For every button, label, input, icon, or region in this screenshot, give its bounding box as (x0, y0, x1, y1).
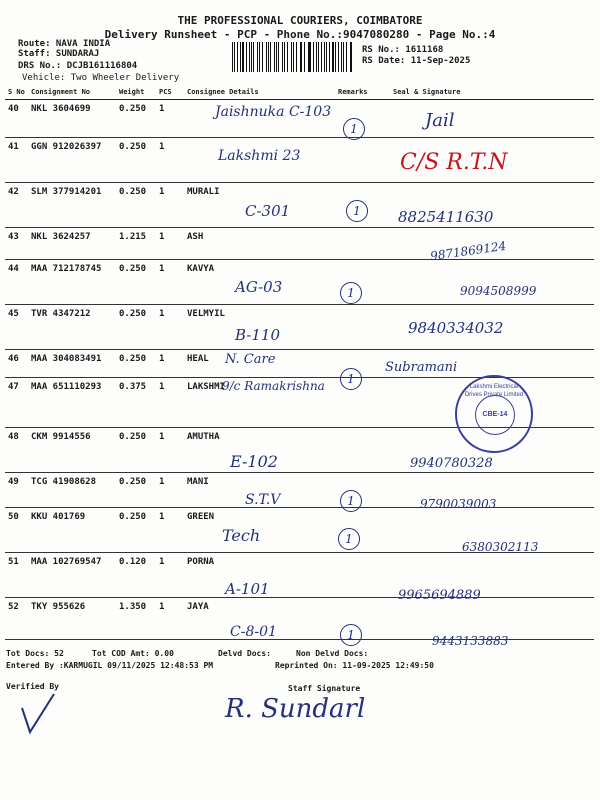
cell-weight: 0.250 (116, 305, 156, 350)
hw-address-52: C-8-01 (230, 624, 277, 640)
cell-remarks (335, 428, 390, 473)
rs-number: RS No.: 1611168 (362, 45, 444, 55)
col-sno: S No (5, 85, 28, 100)
hw-signature-40: Jail (425, 110, 455, 131)
barcode (232, 42, 354, 72)
col-weight: Weight (116, 85, 156, 100)
hw-address-51: A-101 (225, 580, 270, 598)
cell-sno: 52 (5, 598, 28, 640)
verified-tick-icon (18, 690, 58, 740)
cell-consignment: CKM 9914556 (28, 428, 116, 473)
barcode-bar (291, 42, 293, 72)
hw-address-46: N. Care (225, 352, 276, 367)
remark-circle-50: 1 (338, 528, 360, 550)
hw-status-41: C/S R.T.N (400, 150, 508, 175)
barcode-bar (296, 42, 297, 72)
col-consignee: Consignee Details (184, 85, 335, 100)
company-stamp (455, 375, 533, 453)
hw-address-40: Jaishnuka C-103 (215, 104, 332, 120)
rs-date: RS Date: 11-Sep-2025 (362, 56, 471, 66)
cell-consignment: KKU 401769 (28, 508, 116, 553)
hw-signature-46: Subramani (385, 360, 458, 375)
col-remarks: Remarks (335, 85, 390, 100)
cell-sno: 44 (5, 260, 28, 305)
cell-weight: 0.375 (116, 378, 156, 428)
barcode-bar (242, 42, 244, 72)
cell-pcs: 1 (156, 305, 184, 350)
barcode-bar (257, 42, 258, 72)
cell-remarks (335, 138, 390, 183)
cell-sno: 48 (5, 428, 28, 473)
table-row (5, 473, 594, 508)
hw-address-49: S.T.V (245, 492, 281, 508)
cell-weight: 0.250 (116, 428, 156, 473)
hw-signature-45: 9840334032 (408, 319, 504, 337)
stamp-center: CBE-14 (475, 395, 515, 435)
total-cod: Tot COD Amt: 0.00 (92, 649, 174, 658)
cell-remarks (335, 228, 390, 260)
cell-pcs: 1 (156, 473, 184, 508)
cell-consignment: NKL 3604699 (28, 100, 116, 138)
cell-consignee: AMUTHA (184, 428, 335, 473)
hw-signature-50: 6380302113 (462, 540, 539, 554)
barcode-bar (313, 42, 314, 72)
cell-consignment: MAA 304083491 (28, 350, 116, 378)
barcode-bar (326, 42, 327, 72)
cell-weight: 0.250 (116, 100, 156, 138)
hw-address-50: Tech (222, 526, 261, 545)
cell-sno: 40 (5, 100, 28, 138)
verified-by-label: Verified By (6, 682, 59, 691)
barcode-bar (316, 42, 317, 72)
cell-pcs: 1 (156, 598, 184, 640)
barcode-bar (335, 42, 336, 72)
cell-sno: 49 (5, 473, 28, 508)
table-row (5, 305, 594, 350)
col-consignment: Consignment No (28, 85, 116, 100)
staff: Staff: SUNDARAJ (18, 49, 100, 59)
hw-address-47: 9/c Ramakrishna (222, 379, 325, 393)
cell-sno: 42 (5, 183, 28, 228)
company-name: THE PROFESSIONAL COURIERS, COIMBATORE (177, 14, 423, 27)
cell-consignment: SLM 377914201 (28, 183, 116, 228)
remark-circle-42: 1 (346, 200, 368, 222)
cell-weight: 0.250 (116, 473, 156, 508)
cell-weight: 0.250 (116, 138, 156, 183)
col-pcs: PCS (156, 85, 184, 100)
barcode-bar (343, 42, 344, 72)
cell-sno: 41 (5, 138, 28, 183)
barcode-bar (253, 42, 254, 72)
cell-consignee: PORNA (184, 553, 335, 598)
reprinted-on: Reprinted On: 11-09-2025 12:49:50 (275, 661, 434, 670)
cell-consignment: TKY 955626 (28, 598, 116, 640)
total-docs: Tot Docs: 52 (6, 649, 64, 658)
cell-consignment: TVR 4347212 (28, 305, 116, 350)
cell-sno: 51 (5, 553, 28, 598)
barcode-bar (284, 42, 285, 72)
remark-circle-40: 1 (343, 118, 365, 140)
barcode-bar (324, 42, 325, 72)
barcode-bar (249, 42, 250, 72)
cell-sno: 47 (5, 378, 28, 428)
barcode-bar (329, 42, 330, 72)
hw-address-45: B-110 (235, 326, 280, 344)
cell-pcs: 1 (156, 508, 184, 553)
table-row (5, 183, 594, 228)
drs-number: DRS No.: DCJB161116804 (18, 61, 138, 71)
barcode-bar (351, 42, 352, 72)
entered-by: Entered By :KARMUGIL 09/11/2025 12:48:53 PM (6, 661, 214, 670)
barcode-bar (270, 42, 271, 72)
cell-pcs: 1 (156, 100, 184, 138)
hw-signature-42: 8825411630 (398, 208, 494, 226)
barcode-bar (246, 42, 247, 72)
cell-consignee: VELMYIL (184, 305, 335, 350)
hw-address-42: C-301 (245, 202, 291, 220)
cell-pcs: 1 (156, 428, 184, 473)
barcode-bar (287, 42, 288, 72)
stamp-text: Lakshmi Electrical Drives Private Limited (464, 384, 524, 398)
barcode-bar (232, 42, 233, 72)
cell-consignee: KAVYA (184, 260, 335, 305)
cell-weight: 0.120 (116, 553, 156, 598)
cell-pcs: 1 (156, 260, 184, 305)
cell-weight: 0.250 (116, 183, 156, 228)
barcode-bar (282, 42, 283, 72)
cell-sno: 45 (5, 305, 28, 350)
barcode-bar (301, 42, 302, 72)
route: Route: NAVA INDIA (18, 39, 111, 49)
cell-consignment: MAA 102769547 (28, 553, 116, 598)
barcode-bar (304, 42, 305, 72)
cell-consignee: HEAL (184, 350, 335, 378)
barcode-bar (293, 42, 294, 72)
staff-signature: R. Sundarl (225, 694, 366, 724)
remark-circle-49: 1 (340, 490, 362, 512)
cell-remarks (335, 553, 390, 598)
cell-consignment: NKL 3624257 (28, 228, 116, 260)
remark-circle-52: 1 (340, 624, 362, 646)
barcode-bar (259, 42, 260, 72)
cell-weight: 0.250 (116, 260, 156, 305)
hw-signature-44: 9094508999 (460, 284, 537, 298)
barcode-bar (268, 42, 269, 72)
hw-address-41: Lakshmi 23 (218, 148, 301, 164)
hw-signature-48: 9940780328 (410, 456, 493, 471)
table-header-row (5, 85, 594, 100)
barcode-bar (274, 42, 275, 72)
cell-consignment: GGN 912026397 (28, 138, 116, 183)
cell-pcs: 1 (156, 138, 184, 183)
cell-sno: 43 (5, 228, 28, 260)
barcode-bar (308, 42, 309, 72)
barcode-bar (278, 42, 279, 72)
runsheet-title: Delivery Runsheet - PCP - Phone No.:9047080280 - Page No.:4 (104, 28, 496, 41)
cell-pcs: 1 (156, 350, 184, 378)
hw-signature-43: 9871869124 (429, 238, 507, 264)
hw-signature-52: 9443133883 (432, 634, 509, 648)
barcode-bar (240, 42, 241, 72)
table-row (5, 350, 594, 378)
cell-sno: 50 (5, 508, 28, 553)
hw-address-48: E-102 (230, 452, 278, 471)
staff-signature-label: Staff Signature (288, 684, 361, 693)
barcode-bar (266, 42, 267, 72)
barcode-bar (234, 42, 235, 72)
remark-circle-46: 1 (340, 368, 362, 390)
table-row (5, 553, 594, 598)
cell-consignment: TCG 41908628 (28, 473, 116, 508)
cell-consignee: MANI (184, 473, 335, 508)
cell-pcs: 1 (156, 553, 184, 598)
cell-consignee: MURALI (184, 183, 335, 228)
cell-consignee: LAKSHMI (184, 378, 335, 428)
cell-consignee: JAYA (184, 598, 335, 640)
cell-consignment: MAA 651110293 (28, 378, 116, 428)
hw-signature-49: 9790039003 (420, 497, 497, 511)
barcode-bar (346, 42, 347, 72)
barcode-bar (350, 42, 351, 72)
cell-consignee: ASH (184, 228, 335, 260)
barcode-bar (300, 42, 301, 72)
barcode-bar (341, 42, 342, 72)
non-delivered-docs: Non Delvd Docs: (296, 649, 369, 658)
hw-address-44: AG-03 (235, 278, 283, 296)
barcode-bar (262, 42, 264, 72)
cell-weight: 1.350 (116, 598, 156, 640)
barcode-bar (251, 42, 252, 72)
barcode-bar (276, 42, 277, 72)
hw-signature-51: 9965694889 (398, 588, 481, 603)
barcode-bar (338, 42, 339, 72)
vehicle: Vehicle: Two Wheeler Delivery (22, 73, 180, 83)
cell-pcs: 1 (156, 228, 184, 260)
cell-seal-signature (390, 100, 594, 138)
cell-consignee: GREEN (184, 508, 335, 553)
delivered-docs: Delvd Docs: (218, 649, 271, 658)
cell-remarks (335, 305, 390, 350)
barcode-bar (309, 42, 311, 72)
cell-weight: 1.215 (116, 228, 156, 260)
barcode-bar (321, 42, 322, 72)
barcode-bar (318, 42, 319, 72)
cell-sno: 46 (5, 350, 28, 378)
cell-weight: 0.250 (116, 350, 156, 378)
cell-pcs: 1 (156, 183, 184, 228)
col-seal-signature: Seal & Signature (390, 85, 594, 100)
barcode-bar (237, 42, 238, 72)
cell-weight: 0.250 (116, 508, 156, 553)
cell-consignment: MAA 712178745 (28, 260, 116, 305)
cell-pcs: 1 (156, 378, 184, 428)
remark-circle-44: 1 (340, 282, 362, 304)
barcode-bar (332, 42, 334, 72)
